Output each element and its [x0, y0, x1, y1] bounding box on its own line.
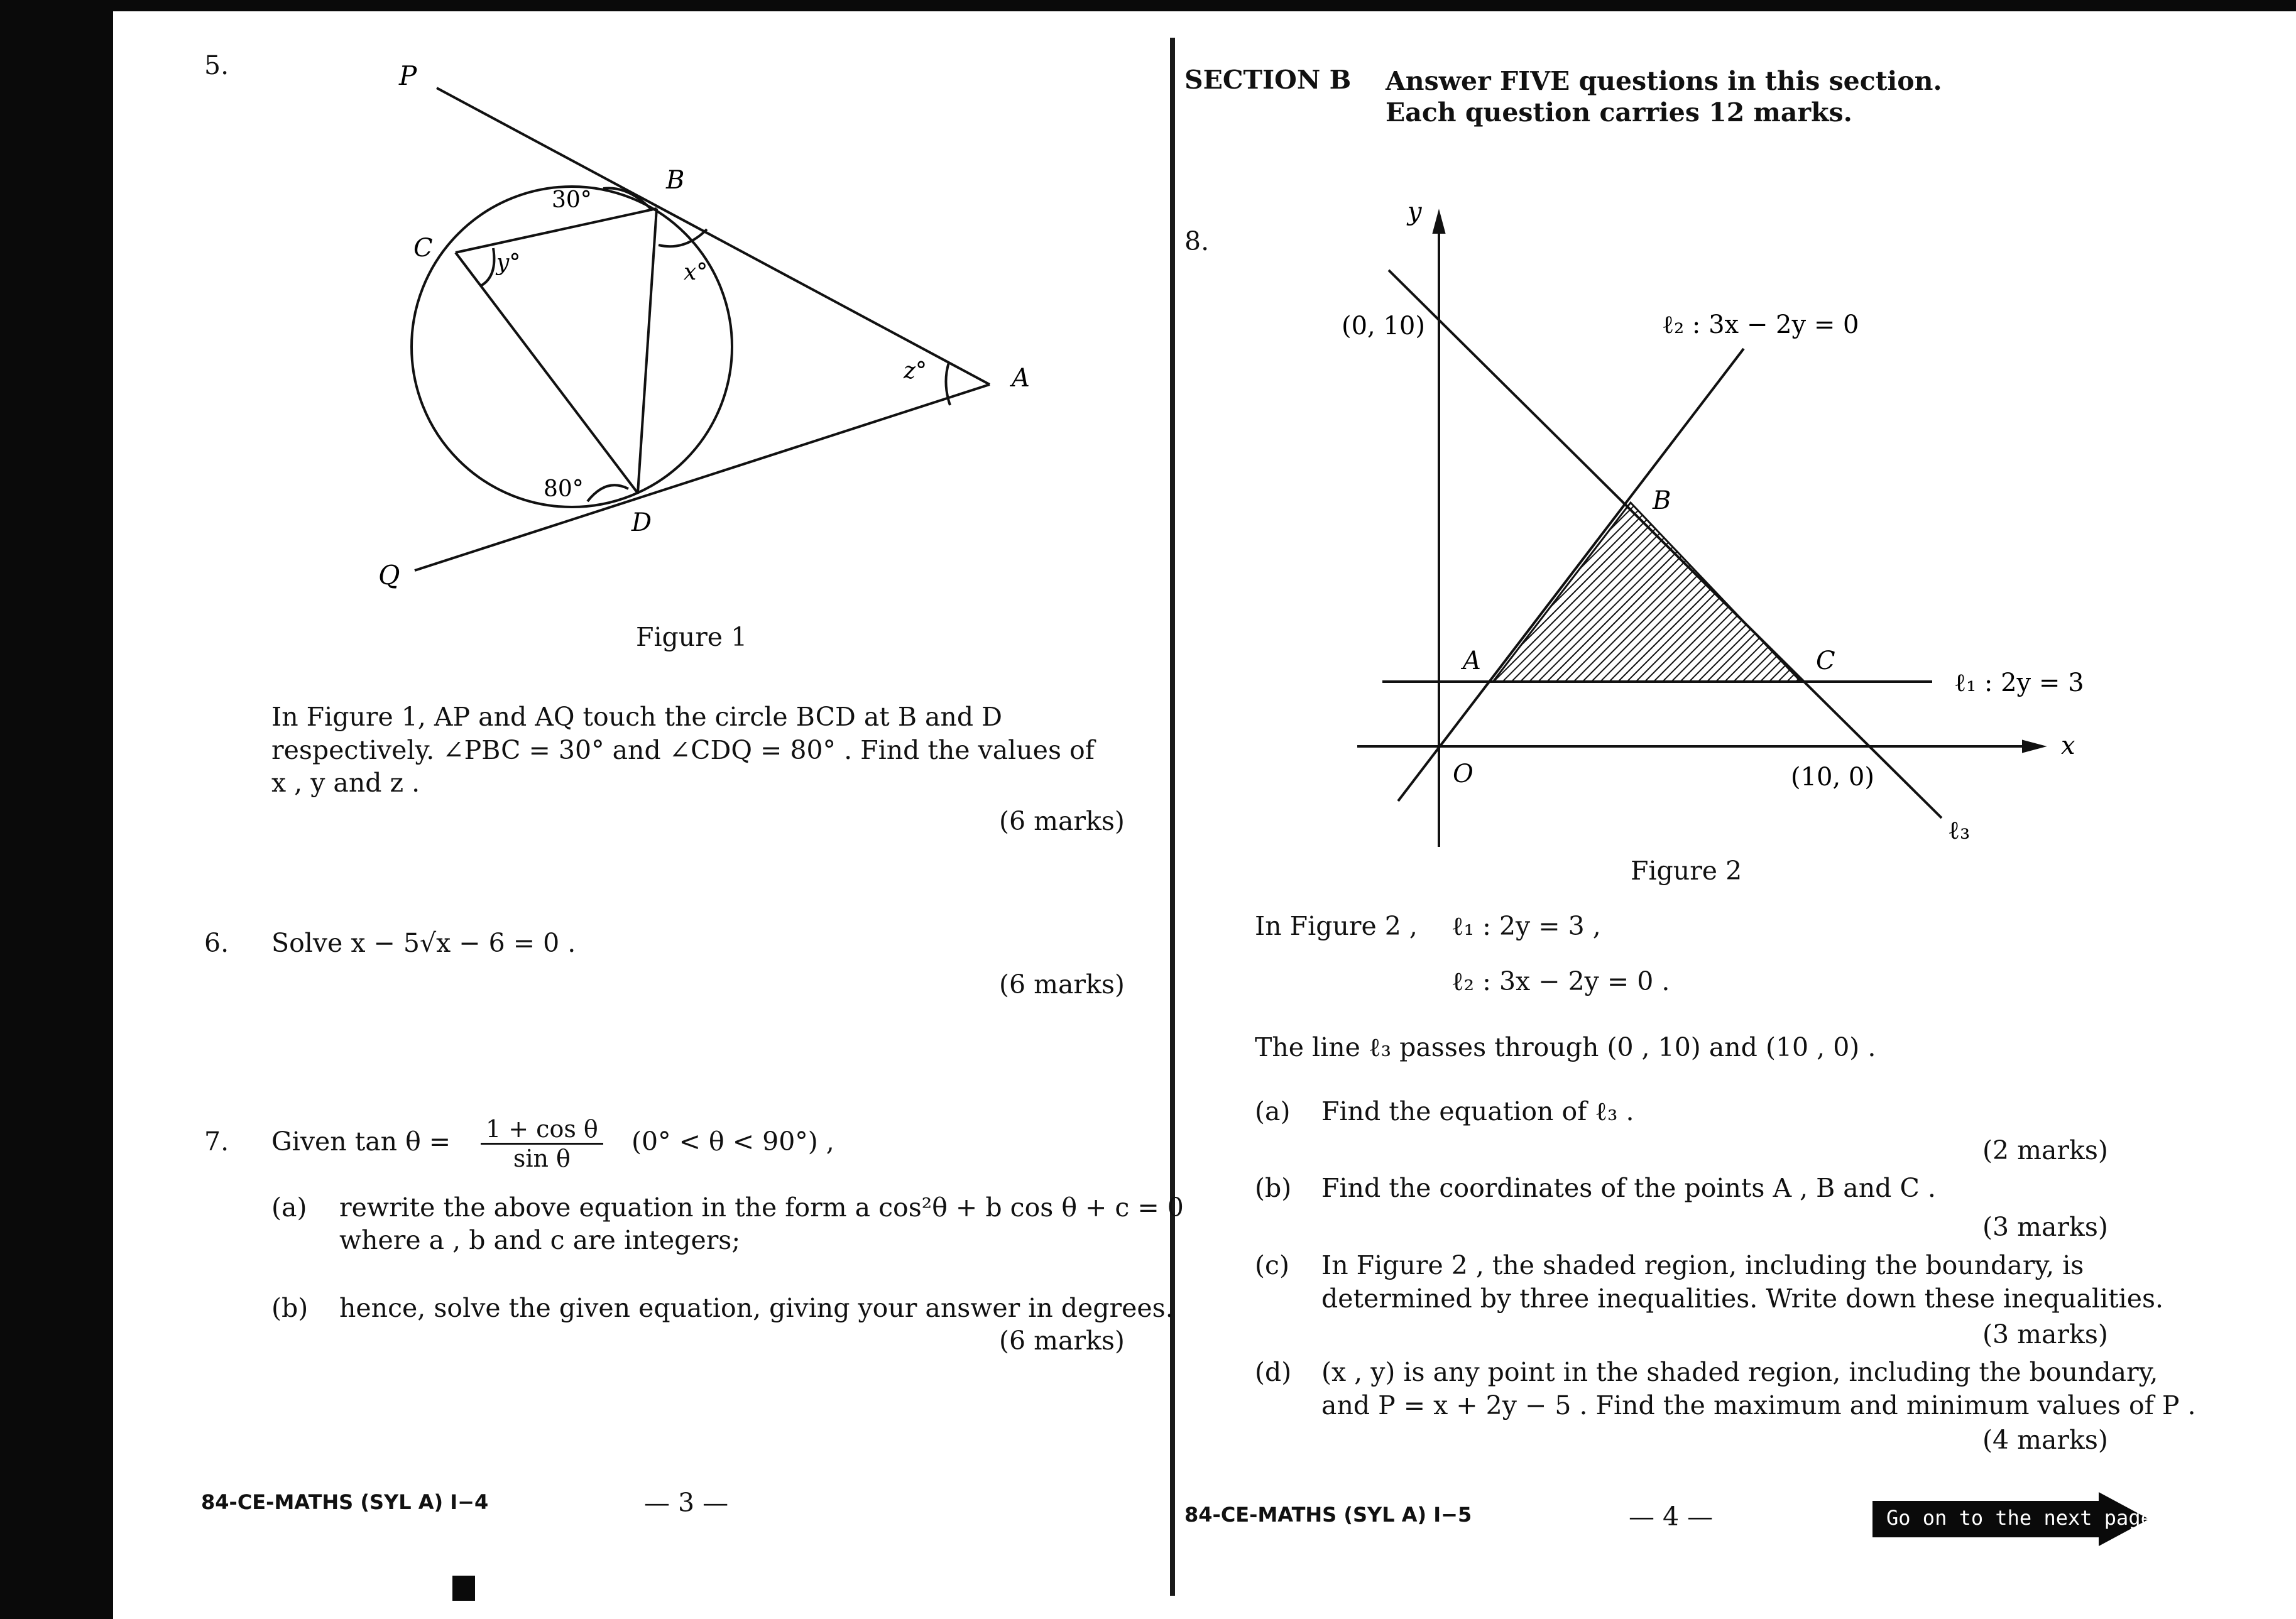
q8-line3-text: The line ℓ₃ passes through (0 , 10) and (10 , 0) . [1255, 1032, 1876, 1062]
chord-cb [456, 209, 657, 253]
angle-80-label: 80° [544, 476, 584, 502]
line-l3 [1389, 270, 1942, 818]
q8-intro: In Figure 2 , [1255, 911, 1418, 941]
arc-angle-y [481, 248, 494, 286]
q7-a-label: (a) [271, 1192, 307, 1223]
q8-d-marks: (4 marks) [1982, 1425, 2108, 1455]
page-divider [1170, 38, 1175, 1596]
angle-z-label: z° [904, 358, 927, 384]
scan-border-left [0, 0, 113, 1619]
figure-2-caption: Figure 2 [1631, 856, 1742, 886]
q8-b-marks: (3 marks) [1982, 1212, 2108, 1242]
angle-x-label: x° [684, 259, 708, 285]
q7-fraction-numerator: 1 + cos θ [481, 1115, 603, 1145]
section-b-heading: SECTION B [1184, 65, 1352, 95]
figure-1-lines [412, 88, 990, 570]
q7-b-label: (b) [271, 1293, 309, 1323]
label-d: D [631, 508, 652, 537]
q7-given: Given tan θ = [271, 1126, 451, 1157]
point-b-label: B [1653, 486, 1671, 515]
next-page-arrow-banner [1872, 1492, 2153, 1546]
q7-fraction-denominator: sin θ [513, 1145, 571, 1172]
y-axis-arrow [1434, 214, 1444, 232]
q7-a-line-2: where a , b and c are integers; [339, 1225, 741, 1255]
next-page-text: Go on to the next page [1886, 1506, 2153, 1530]
label-a: A [1012, 364, 1030, 393]
l2-label: ℓ₂ : 3x − 2y = 0 [1662, 310, 1859, 339]
q8-l2-equation: ℓ₂ : 3x − 2y = 0 . [1451, 966, 1670, 996]
q5-line-2: respectively. ∠PBC = 30° and ∠CDQ = 80° . Find the values of [271, 735, 1095, 765]
question-6-number: 6. [204, 928, 229, 958]
q8-l1-equation: ℓ₁ : 2y = 3 , [1451, 911, 1601, 941]
q8-a-label: (a) [1255, 1096, 1291, 1126]
q8-c-line-1: In Figure 2 , the shaded region, including the boundary, is [1321, 1250, 2084, 1280]
chord-cd [456, 253, 638, 493]
q8-b-text: Find the coordinates of the points A , B and C . [1321, 1173, 1936, 1203]
q7-marks: (6 marks) [999, 1326, 1125, 1356]
x-axis-arrow [2023, 741, 2042, 751]
q7-b-line-1: hence, solve the given equation, giving your answer in degrees. [339, 1293, 1174, 1323]
question-5-number: 5. [204, 50, 229, 80]
angle-30-label: 30° [552, 187, 592, 213]
figure-1-caption: Figure 1 [636, 622, 748, 652]
right-footer-code: 84-CE-MATHS (SYL A) I−5 [1184, 1503, 1472, 1527]
q7-range: (0° < θ < 90°) , [631, 1126, 834, 1157]
question-8-number: 8. [1184, 226, 1210, 256]
l1-label: ℓ₁ : 2y = 3 [1954, 668, 2084, 697]
tangent-ap [437, 88, 990, 384]
right-footer-page-number: — 4 — [1629, 1502, 1714, 1532]
q5-marks: (6 marks) [999, 806, 1125, 836]
q6-marks: (6 marks) [999, 969, 1125, 1000]
question-7-number: 7. [204, 1126, 229, 1157]
label-c: C [413, 234, 433, 263]
point-a-label: A [1463, 646, 1481, 675]
y-axis-label: y [1408, 197, 1422, 226]
q8-a-text: Find the equation of ℓ₃ . [1321, 1096, 1634, 1126]
origin-label: O [1453, 760, 1473, 788]
scan-border-top [0, 0, 2296, 11]
left-footer-code: 84-CE-MATHS (SYL A) I−4 [201, 1490, 489, 1514]
q8-d-label: (d) [1255, 1357, 1292, 1387]
q8-d-line-2: and P = x + 2y − 5 . Find the maximum and minimum values of P . [1321, 1390, 2196, 1420]
l3-label: ℓ₃ [1948, 816, 1971, 845]
q7-a-line-1: rewrite the above equation in the form a cos²θ + b cos θ + c = 0 [339, 1192, 1184, 1223]
point-0-10-label: (0, 10) [1342, 312, 1425, 341]
label-q: Q [378, 560, 400, 591]
chord-bd [638, 209, 657, 493]
q5-line-3: x , y and z . [271, 768, 420, 798]
point-c-label: C [1816, 646, 1835, 675]
figure-2-graph [1320, 188, 2136, 848]
circle-bcd [412, 187, 732, 507]
q8-b-label: (b) [1255, 1173, 1292, 1203]
section-instruction-1: Answer FIVE questions in this section. [1386, 66, 1942, 96]
left-footer-page-number: — 3 — [644, 1488, 729, 1518]
angle-y-label: y° [496, 250, 521, 276]
tangent-aq [415, 384, 990, 570]
point-10-0-label: (10, 0) [1791, 763, 1874, 792]
section-instruction-2: Each question carries 12 marks. [1386, 97, 1852, 128]
q5-line-1: In Figure 1, AP and AQ touch the circle BCD at B and D [271, 702, 1002, 732]
q8-c-marks: (3 marks) [1982, 1319, 2108, 1349]
shaded-region [1493, 503, 1801, 682]
q7-fraction [481, 1115, 603, 1172]
figure-1-diagram [352, 57, 1081, 609]
q8-c-label: (c) [1255, 1250, 1289, 1280]
x-axis-label: x [2061, 731, 2075, 760]
q8-d-line-1: (x , y) is any point in the shaded region, including the boundary, [1321, 1357, 2158, 1387]
scan-mark [452, 1576, 475, 1601]
label-b: B [666, 166, 685, 195]
label-p: P [399, 60, 417, 91]
q8-c-line-2: determined by three inequalities. Write down these inequalities. [1321, 1284, 2164, 1314]
q8-a-marks: (2 marks) [1982, 1135, 2108, 1165]
q6-text: Solve x − 5√x − 6 = 0 . [271, 928, 576, 958]
